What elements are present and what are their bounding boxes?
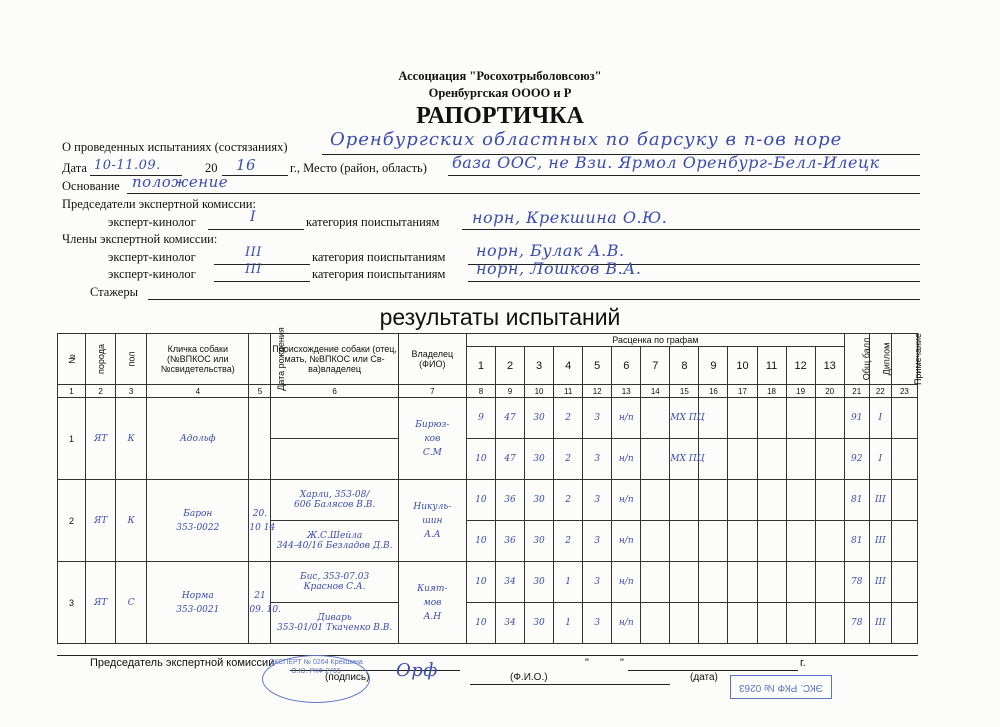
grade-cell: н/п (612, 603, 641, 644)
grade-cell (786, 603, 815, 644)
grade-cell (641, 398, 670, 439)
grade-cell: н/п (612, 562, 641, 603)
grade-cell: 30 (525, 562, 554, 603)
grade-cell (786, 398, 815, 439)
dog-name-text: Адольф (179, 433, 216, 444)
owner-line: Бирюз- (415, 419, 450, 430)
grade-cell: 3 (583, 439, 612, 480)
grade-col-5: 5 (583, 347, 612, 385)
grade-cell: 1 (554, 603, 583, 644)
grade-cell: 3 (583, 480, 612, 521)
grade-cell: 34 (495, 603, 524, 644)
col-total: Общ балл (844, 334, 869, 385)
dog-name-text: Барон (183, 508, 213, 519)
owner-line: мов (423, 597, 442, 608)
dob-line1: 21 (254, 590, 266, 601)
grade-cell (815, 562, 844, 603)
grade-cell (815, 480, 844, 521)
origin-line: Ж.С.Шейла (307, 531, 363, 541)
grade-cell: 10 (466, 603, 495, 644)
place-value: база ООС, не Взи. Ярмол Оренбург-Белл-Илецк (452, 153, 880, 172)
grade-col-11: 11 (757, 347, 786, 385)
member1-expert-label: эксперт-кинолог (108, 250, 196, 264)
grade-cell: н/п (612, 521, 641, 562)
dog-reg-number: 353-0022 (176, 522, 220, 533)
grade-cell (728, 521, 757, 562)
grade-cell (728, 398, 757, 439)
col-name: Кличка собаки (№ВПКОС или №свидетельства) (147, 334, 249, 385)
chair-name-line (462, 229, 920, 230)
grade-col-4: 4 (554, 347, 583, 385)
grade-cell: 36 (495, 480, 524, 521)
grade-cell: 10 (466, 439, 495, 480)
col-number: 21 (844, 385, 869, 398)
grade-cell (699, 562, 728, 603)
grade-cell: 9 (466, 398, 495, 439)
footer-date-line (628, 670, 798, 671)
diploma: III (869, 562, 891, 603)
chair-heading: Председатели экспертной комиссии: (62, 197, 256, 211)
dog-name-text: Норма (181, 590, 214, 601)
row-breed: ЯТ (86, 398, 116, 480)
origin-line: 353-01/01 Ткаченко В.В. (277, 623, 393, 633)
grade-cell: н/п (612, 480, 641, 521)
owner-line: С.М (422, 447, 442, 458)
grade-cell: 30 (525, 521, 554, 562)
date-label: Дата (62, 161, 87, 175)
basis-value: положение (132, 173, 229, 191)
member1-category-label: категория поиспытаниям (312, 250, 446, 264)
grade-cell (757, 603, 786, 644)
col-diploma: Диплом (869, 334, 891, 385)
grade-cell: н/п (612, 439, 641, 480)
row-owner (398, 562, 466, 644)
grade-col-3: 3 (525, 347, 554, 385)
col-number: 6 (271, 385, 398, 398)
col-grades: Расценка по графам (466, 334, 844, 347)
origin-line: Харли, 353-08/ (299, 490, 370, 500)
row-dog-name (147, 562, 249, 644)
col-number: 10 (525, 385, 554, 398)
row-dob (249, 562, 281, 644)
grade-col-8: 8 (670, 347, 699, 385)
origin-line: Краснов С.А. (303, 582, 366, 592)
row-dob (249, 398, 271, 480)
origin-line: Диварь (317, 613, 352, 623)
notes-cell (891, 398, 917, 439)
grade-cell: 2 (554, 521, 583, 562)
grade-cell: 30 (525, 603, 554, 644)
col-number: 9 (495, 385, 524, 398)
col-number: 1 (58, 385, 86, 398)
grade-cell (728, 480, 757, 521)
notes-cell (891, 439, 917, 480)
chair-rank: I (250, 209, 257, 225)
col-number: 17 (728, 385, 757, 398)
dog-reg-number: 353-0021 (176, 604, 220, 615)
col-number: 18 (757, 385, 786, 398)
row-sex: С (116, 562, 147, 644)
grade-cell (757, 439, 786, 480)
grade-cell (757, 562, 786, 603)
grade-cell (728, 439, 757, 480)
row-number: 1 (58, 398, 86, 480)
grade-col-2: 2 (495, 347, 524, 385)
grade-cell: 3 (583, 603, 612, 644)
grade-cell (757, 521, 786, 562)
diploma: I (869, 398, 891, 439)
col-number: 11 (554, 385, 583, 398)
results-title: результаты испытаний (379, 304, 621, 330)
grade-cell (786, 521, 815, 562)
grade-cell (641, 521, 670, 562)
grade-cell (699, 521, 728, 562)
grade-cell (815, 398, 844, 439)
grade-cell: 3 (583, 521, 612, 562)
grade-cell (670, 562, 699, 603)
col-origin: Происхождение собаки (отец, мать, №ВПКОС или Св-ва)владелец (271, 334, 398, 385)
table-row (58, 562, 918, 603)
grade-cell (815, 521, 844, 562)
results-table (57, 327, 923, 644)
grade-col-6: 6 (612, 347, 641, 385)
footer-rule (57, 655, 918, 656)
table-row (58, 398, 918, 439)
col-number: 19 (786, 385, 815, 398)
expert-stamp-2 (730, 675, 832, 699)
member1-rank: III (245, 245, 262, 260)
org-line2: Оренбургская ОООО и Р (428, 86, 572, 100)
col-breed: порода (86, 334, 116, 385)
owner-line: А.Н (423, 611, 442, 622)
row-origin (271, 398, 398, 439)
owner-line: ков (424, 433, 441, 444)
diploma: III (869, 480, 891, 521)
owner-line: Никуль- (413, 501, 452, 512)
owner-line: А.А (424, 529, 441, 540)
tests-value: Оренбургских областных по барсуку в п-ов норе (330, 129, 843, 150)
col-number: 3 (116, 385, 147, 398)
row-origin (271, 439, 398, 480)
col-dob: Дата рождения (249, 334, 271, 385)
col-number: 7 (398, 385, 466, 398)
grade-cell (641, 480, 670, 521)
footer-signature: Орф (396, 660, 438, 681)
grade-cell (699, 480, 728, 521)
grade-cell: 3 (583, 562, 612, 603)
grade-cell: МХ ПЦ (670, 439, 699, 480)
owner-line: Кият- (417, 583, 448, 594)
col-number: 20 (815, 385, 844, 398)
dob-line2: 09. 10. (249, 604, 281, 615)
footer-year-suffix: г. (800, 657, 806, 669)
row-origin (271, 603, 398, 644)
total-score: 92 (844, 439, 869, 480)
diploma: III (869, 521, 891, 562)
grade-cell (786, 439, 815, 480)
owner-line: шин (422, 515, 443, 526)
row-origin (271, 521, 398, 562)
col-number: 14 (641, 385, 670, 398)
member1-name: норн, Булак А.В. (476, 241, 625, 260)
place-line (448, 175, 920, 176)
footer-fio-line (470, 684, 670, 685)
tests-label: О проведенных испытаниях (состязаниях) (62, 140, 288, 154)
row-owner (398, 398, 466, 480)
trainees-line (148, 299, 920, 300)
footer-sign-label: (подпись) (325, 672, 370, 683)
row-dog-name (147, 480, 249, 562)
row-origin (271, 480, 398, 521)
grade-cell (728, 603, 757, 644)
col-sex: пол (116, 334, 147, 385)
dob-line2: 10 14 (249, 522, 276, 533)
member1-rank-line (214, 264, 310, 265)
table-row (58, 480, 918, 521)
grade-cell: 36 (495, 521, 524, 562)
grade-cell: 2 (554, 480, 583, 521)
member2-expert-label: эксперт-кинолог (108, 267, 196, 281)
total-score: 78 (844, 603, 869, 644)
grade-cell: 2 (554, 398, 583, 439)
diploma: I (869, 439, 891, 480)
col-notes: Примечание (891, 334, 917, 385)
grade-cell: 10 (466, 521, 495, 562)
members-heading: Члены экспертной комиссии: (62, 232, 218, 246)
row-dog-name (147, 398, 249, 480)
grade-cell (786, 562, 815, 603)
grade-cell (815, 603, 844, 644)
grade-cell (786, 480, 815, 521)
date-value: 10-11.09. (94, 158, 161, 173)
col-number: 2 (86, 385, 116, 398)
basis-line (127, 193, 920, 194)
grade-cell: 47 (495, 398, 524, 439)
footer-fio-label: (Ф.И.О.) (510, 672, 548, 683)
chair-category-label: категория поиспытаниям (306, 215, 440, 229)
grade-col-10: 10 (728, 347, 757, 385)
grade-cell (641, 603, 670, 644)
total-score: 78 (844, 562, 869, 603)
grade-cell: н/п (612, 398, 641, 439)
col-owner: Владелец (ФИО) (398, 334, 466, 385)
member2-name: норн, Лошков В.А. (476, 259, 642, 278)
member2-name-line (468, 281, 920, 282)
origin-line: 344-40/16 Безладов Д.В. (276, 541, 393, 551)
col-number: 23 (891, 385, 917, 398)
expert-stamp (262, 655, 370, 703)
grade-col-9: 9 (699, 347, 728, 385)
row-number: 3 (58, 562, 86, 644)
total-score: 91 (844, 398, 869, 439)
row-dob (249, 480, 276, 562)
trainees-label: Стажеры (90, 285, 139, 299)
year-line (222, 175, 288, 176)
row-sex: К (116, 480, 147, 562)
row-number: 2 (58, 480, 86, 562)
member2-rank: III (245, 262, 262, 277)
chair-rank-line (208, 229, 304, 230)
grade-cell (815, 439, 844, 480)
grade-col-1: 1 (466, 347, 495, 385)
grade-cell (670, 603, 699, 644)
row-breed: ЯТ (86, 480, 116, 562)
grade-cell: 30 (525, 439, 554, 480)
grade-cell (670, 480, 699, 521)
col-no: № (58, 334, 86, 385)
col-number: 15 (670, 385, 699, 398)
col-number: 5 (249, 385, 271, 398)
chair-expert-label: эксперт-кинолог (108, 215, 196, 229)
grade-col-12: 12 (786, 347, 815, 385)
grade-cell: 10 (466, 562, 495, 603)
col-number: 4 (147, 385, 249, 398)
row-owner (398, 480, 466, 562)
grade-cell (728, 562, 757, 603)
org-line1: Ассоциация "Росохотрыболовсоюз" (398, 69, 602, 83)
year-value: 16 (236, 156, 257, 174)
total-score: 81 (844, 521, 869, 562)
grade-cell (670, 521, 699, 562)
notes-cell (891, 562, 917, 603)
member2-rank-line (214, 281, 310, 282)
dob-line1: 20. (252, 508, 268, 519)
origin-line: 606 Балясов В.В. (294, 500, 376, 510)
col-number: 12 (583, 385, 612, 398)
row-origin (271, 562, 398, 603)
grade-cell (641, 562, 670, 603)
footer-date-label: (дата) (690, 672, 718, 683)
grade-cell: 3 (583, 398, 612, 439)
grade-cell: 1 (554, 562, 583, 603)
grade-cell: МХ ПЦ (670, 398, 699, 439)
notes-cell (891, 603, 917, 644)
year-prefix: 20 (205, 161, 218, 175)
footer-chair-label: Председатель экспертной комиссии (90, 657, 275, 669)
grade-col-13: 13 (815, 347, 844, 385)
grade-cell: 47 (495, 439, 524, 480)
member2-category-label: категория поиспытаниям (312, 267, 446, 281)
footer-quote-close: " (620, 657, 624, 669)
basis-label: Основание (62, 179, 120, 193)
grade-cell: 2 (554, 439, 583, 480)
notes-cell (891, 521, 917, 562)
grade-cell (699, 603, 728, 644)
chair-name: норн, Крекшина О.Ю. (472, 208, 668, 227)
total-score: 81 (844, 480, 869, 521)
expert-stamp-text: ЭКСПЕРТ № 0264 Крекшина О.Ю. РКФ 2765 (269, 659, 363, 675)
row-sex: К (116, 398, 147, 480)
col-number: 22 (869, 385, 891, 398)
col-number: 16 (699, 385, 728, 398)
grade-cell (757, 480, 786, 521)
col-number: 13 (612, 385, 641, 398)
col-number: 8 (466, 385, 495, 398)
grade-cell: 34 (495, 562, 524, 603)
grade-cell: 30 (525, 480, 554, 521)
origin-line: Бис, 353-07.03 (300, 572, 370, 582)
grade-cell (641, 439, 670, 480)
grade-cell: 10 (466, 480, 495, 521)
grade-cell: 30 (525, 398, 554, 439)
grade-col-7: 7 (641, 347, 670, 385)
grade-cell (757, 398, 786, 439)
notes-cell (891, 480, 917, 521)
row-breed: ЯТ (86, 562, 116, 644)
place-label: г., Место (район, область) (290, 161, 427, 175)
diploma: III (869, 603, 891, 644)
expert-stamp-2-text: ЭКС. РКФ № 0263 (739, 682, 823, 693)
footer-quote-open: " (585, 657, 589, 669)
document-title: РАПОРТИЧКА (416, 103, 584, 129)
